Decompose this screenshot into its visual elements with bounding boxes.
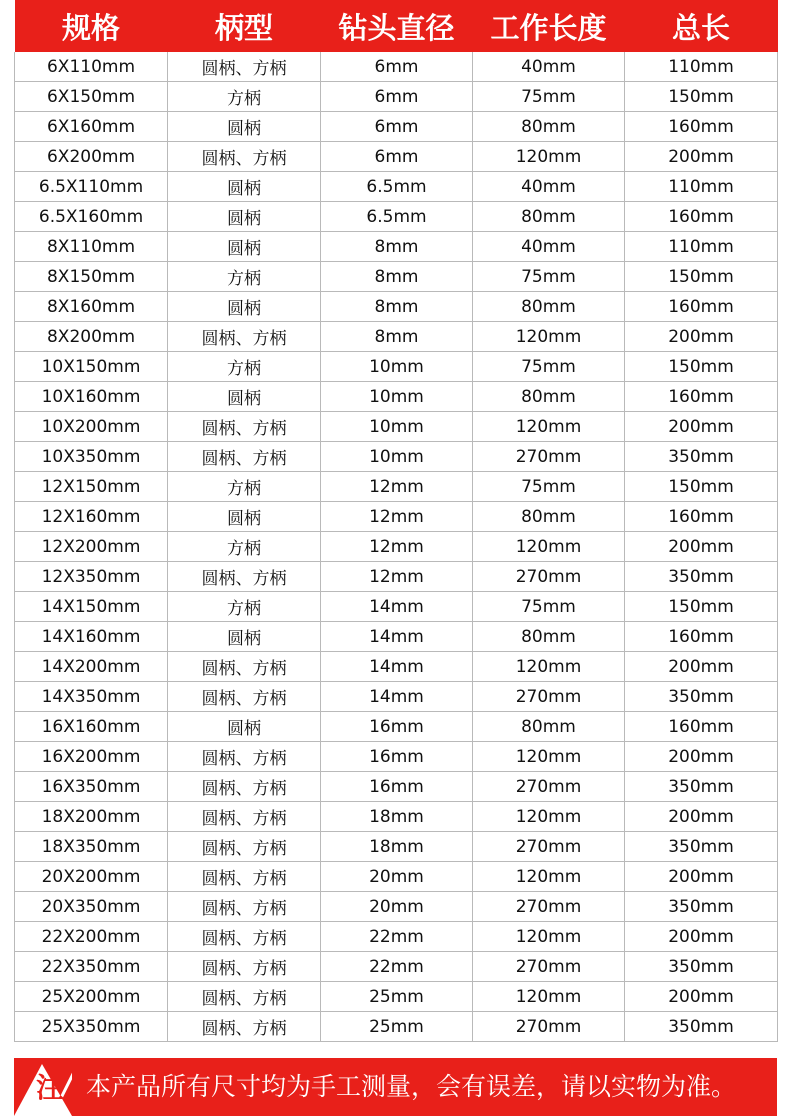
- table-row: [15, 232, 778, 262]
- cell-working-length: 270mm: [473, 772, 625, 802]
- table-row: [15, 652, 778, 682]
- cell-total-length: 350mm: [625, 952, 778, 982]
- cell-drill-diameter: 6mm: [321, 52, 473, 82]
- table-row: [15, 172, 778, 202]
- cell-shank-type: 圆柄: [168, 292, 321, 322]
- cell-total-length: 350mm: [625, 442, 778, 472]
- cell-drill-diameter: 22mm: [321, 922, 473, 952]
- cell-total-length: 200mm: [625, 142, 778, 172]
- cell-total-length: 160mm: [625, 112, 778, 142]
- cell-spec: 20X350mm: [15, 892, 168, 922]
- cell-drill-diameter: 14mm: [321, 592, 473, 622]
- spec-table-container: [14, 0, 777, 1042]
- cell-spec: 6X160mm: [15, 112, 168, 142]
- cell-working-length: 270mm: [473, 562, 625, 592]
- cell-spec: 22X350mm: [15, 952, 168, 982]
- cell-shank-type: 圆柄、方柄: [168, 322, 321, 352]
- disclaimer-text: 本产品所有尺寸均为手工测量，会有误差，请以实物为准。: [86, 1072, 737, 1101]
- cell-spec: 10X350mm: [15, 442, 168, 472]
- cell-spec: 8X200mm: [15, 322, 168, 352]
- cell-working-length: 270mm: [473, 952, 625, 982]
- cell-spec: 16X350mm: [15, 772, 168, 802]
- cell-shank-type: 方柄: [168, 262, 321, 292]
- cell-working-length: 120mm: [473, 532, 625, 562]
- cell-working-length: 75mm: [473, 472, 625, 502]
- cell-total-length: 160mm: [625, 622, 778, 652]
- cell-drill-diameter: 8mm: [321, 292, 473, 322]
- cell-drill-diameter: 6mm: [321, 112, 473, 142]
- cell-drill-diameter: 14mm: [321, 652, 473, 682]
- cell-spec: 16X200mm: [15, 742, 168, 772]
- cell-shank-type: 圆柄、方柄: [168, 412, 321, 442]
- cell-working-length: 80mm: [473, 622, 625, 652]
- table-row: [15, 532, 778, 562]
- cell-total-length: 110mm: [625, 52, 778, 82]
- cell-shank-type: 圆柄、方柄: [168, 832, 321, 862]
- table-row: [15, 112, 778, 142]
- cell-spec: 14X160mm: [15, 622, 168, 652]
- cell-spec: 6X150mm: [15, 82, 168, 112]
- cell-total-length: 160mm: [625, 712, 778, 742]
- cell-total-length: 200mm: [625, 742, 778, 772]
- header-working-length: 工作长度: [473, 0, 625, 52]
- cell-working-length: 40mm: [473, 172, 625, 202]
- cell-working-length: 120mm: [473, 322, 625, 352]
- table-row: [15, 832, 778, 862]
- cell-shank-type: 圆柄: [168, 202, 321, 232]
- cell-total-length: 200mm: [625, 412, 778, 442]
- cell-drill-diameter: 18mm: [321, 832, 473, 862]
- cell-shank-type: 方柄: [168, 472, 321, 502]
- table-row: [15, 142, 778, 172]
- cell-shank-type: 圆柄、方柄: [168, 892, 321, 922]
- cell-spec: 14X350mm: [15, 682, 168, 712]
- cell-total-length: 110mm: [625, 232, 778, 262]
- cell-shank-type: 圆柄、方柄: [168, 652, 321, 682]
- cell-spec: 6X110mm: [15, 52, 168, 82]
- cell-drill-diameter: 16mm: [321, 772, 473, 802]
- table-row: [15, 982, 778, 1012]
- cell-shank-type: 圆柄、方柄: [168, 562, 321, 592]
- cell-working-length: 270mm: [473, 442, 625, 472]
- cell-shank-type: 圆柄、方柄: [168, 982, 321, 1012]
- cell-total-length: 160mm: [625, 382, 778, 412]
- cell-total-length: 350mm: [625, 682, 778, 712]
- cell-total-length: 150mm: [625, 82, 778, 112]
- cell-total-length: 200mm: [625, 862, 778, 892]
- header-shank-type: 柄型: [168, 0, 321, 52]
- cell-drill-diameter: 6mm: [321, 82, 473, 112]
- table-row: [15, 892, 778, 922]
- cell-total-length: 350mm: [625, 1012, 778, 1042]
- cell-shank-type: 圆柄、方柄: [168, 862, 321, 892]
- spec-table: [14, 0, 778, 1042]
- table-row: [15, 1012, 778, 1042]
- cell-drill-diameter: 20mm: [321, 892, 473, 922]
- cell-total-length: 200mm: [625, 922, 778, 952]
- cell-working-length: 120mm: [473, 742, 625, 772]
- cell-working-length: 120mm: [473, 982, 625, 1012]
- cell-shank-type: 方柄: [168, 532, 321, 562]
- cell-total-length: 150mm: [625, 352, 778, 382]
- cell-spec: 10X200mm: [15, 412, 168, 442]
- cell-spec: 25X350mm: [15, 1012, 168, 1042]
- cell-drill-diameter: 8mm: [321, 322, 473, 352]
- cell-shank-type: 圆柄: [168, 712, 321, 742]
- cell-shank-type: 圆柄、方柄: [168, 772, 321, 802]
- cell-total-length: 350mm: [625, 772, 778, 802]
- cell-working-length: 120mm: [473, 862, 625, 892]
- cell-spec: 18X350mm: [15, 832, 168, 862]
- cell-spec: 6.5X160mm: [15, 202, 168, 232]
- cell-drill-diameter: 16mm: [321, 742, 473, 772]
- cell-working-length: 120mm: [473, 142, 625, 172]
- header-row: [15, 0, 778, 52]
- table-row: [15, 562, 778, 592]
- cell-total-length: 350mm: [625, 892, 778, 922]
- header-spec: 规格: [15, 0, 168, 52]
- cell-drill-diameter: 18mm: [321, 802, 473, 832]
- table-row: [15, 502, 778, 532]
- cell-shank-type: 圆柄: [168, 502, 321, 532]
- cell-total-length: 200mm: [625, 322, 778, 352]
- table-row: [15, 382, 778, 412]
- cell-total-length: 200mm: [625, 652, 778, 682]
- cell-total-length: 200mm: [625, 982, 778, 1012]
- cell-spec: 12X350mm: [15, 562, 168, 592]
- table-row: [15, 202, 778, 232]
- cell-working-length: 80mm: [473, 112, 625, 142]
- cell-shank-type: 方柄: [168, 82, 321, 112]
- cell-spec: 6.5X110mm: [15, 172, 168, 202]
- table-row: [15, 472, 778, 502]
- table-row: [15, 52, 778, 82]
- cell-total-length: 160mm: [625, 502, 778, 532]
- cell-total-length: 200mm: [625, 802, 778, 832]
- cell-working-length: 80mm: [473, 382, 625, 412]
- table-row: [15, 802, 778, 832]
- cell-working-length: 40mm: [473, 232, 625, 262]
- cell-working-length: 270mm: [473, 832, 625, 862]
- cell-working-length: 80mm: [473, 292, 625, 322]
- cell-spec: 8X150mm: [15, 262, 168, 292]
- table-header: [15, 0, 778, 52]
- table-row: [15, 682, 778, 712]
- table-row: [15, 772, 778, 802]
- cell-shank-type: 圆柄: [168, 382, 321, 412]
- cell-drill-diameter: 25mm: [321, 982, 473, 1012]
- cell-drill-diameter: 8mm: [321, 262, 473, 292]
- cell-drill-diameter: 6.5mm: [321, 202, 473, 232]
- cell-shank-type: 圆柄: [168, 172, 321, 202]
- cell-shank-type: 圆柄、方柄: [168, 442, 321, 472]
- cell-spec: 12X160mm: [15, 502, 168, 532]
- cell-working-length: 75mm: [473, 592, 625, 622]
- cell-drill-diameter: 10mm: [321, 352, 473, 382]
- cell-spec: 18X200mm: [15, 802, 168, 832]
- cell-spec: 25X200mm: [15, 982, 168, 1012]
- cell-total-length: 160mm: [625, 292, 778, 322]
- cell-drill-diameter: 14mm: [321, 622, 473, 652]
- cell-shank-type: 方柄: [168, 352, 321, 382]
- disclaimer-banner: [14, 1058, 777, 1116]
- cell-drill-diameter: 6.5mm: [321, 172, 473, 202]
- cell-working-length: 80mm: [473, 502, 625, 532]
- cell-drill-diameter: 10mm: [321, 412, 473, 442]
- cell-total-length: 160mm: [625, 202, 778, 232]
- cell-working-length: 120mm: [473, 652, 625, 682]
- cell-shank-type: 圆柄: [168, 622, 321, 652]
- cell-working-length: 120mm: [473, 922, 625, 952]
- cell-shank-type: 圆柄、方柄: [168, 52, 321, 82]
- cell-shank-type: 圆柄、方柄: [168, 742, 321, 772]
- cell-spec: 20X200mm: [15, 862, 168, 892]
- cell-total-length: 200mm: [625, 532, 778, 562]
- cell-shank-type: 圆柄、方柄: [168, 952, 321, 982]
- cell-spec: 6X200mm: [15, 142, 168, 172]
- cell-working-length: 120mm: [473, 802, 625, 832]
- header-total-length: 总长: [625, 0, 778, 52]
- cell-total-length: 150mm: [625, 592, 778, 622]
- table-row: [15, 952, 778, 982]
- cell-shank-type: 圆柄、方柄: [168, 1012, 321, 1042]
- cell-shank-type: 圆柄: [168, 232, 321, 262]
- cell-drill-diameter: 16mm: [321, 712, 473, 742]
- cell-working-length: 270mm: [473, 1012, 625, 1042]
- note-marker: 注: [35, 1071, 64, 1104]
- cell-spec: 10X150mm: [15, 352, 168, 382]
- cell-working-length: 270mm: [473, 682, 625, 712]
- cell-spec: 12X150mm: [15, 472, 168, 502]
- cell-total-length: 110mm: [625, 172, 778, 202]
- cell-spec: 16X160mm: [15, 712, 168, 742]
- cell-working-length: 120mm: [473, 412, 625, 442]
- table-row: [15, 352, 778, 382]
- cell-drill-diameter: 12mm: [321, 532, 473, 562]
- header-drill-diameter: 钻头直径: [321, 0, 473, 52]
- cell-working-length: 40mm: [473, 52, 625, 82]
- table-row: [15, 922, 778, 952]
- table-row: [15, 292, 778, 322]
- table-row: [15, 262, 778, 292]
- cell-shank-type: 圆柄: [168, 112, 321, 142]
- table-row: [15, 862, 778, 892]
- cell-spec: 14X150mm: [15, 592, 168, 622]
- cell-working-length: 80mm: [473, 202, 625, 232]
- cell-total-length: 350mm: [625, 562, 778, 592]
- cell-spec: 8X110mm: [15, 232, 168, 262]
- table-row: [15, 622, 778, 652]
- note-badge: [14, 1058, 72, 1116]
- table-row: [15, 442, 778, 472]
- cell-shank-type: 圆柄、方柄: [168, 922, 321, 952]
- table-row: [15, 322, 778, 352]
- cell-shank-type: 圆柄、方柄: [168, 142, 321, 172]
- cell-total-length: 150mm: [625, 472, 778, 502]
- cell-drill-diameter: 25mm: [321, 1012, 473, 1042]
- cell-total-length: 350mm: [625, 832, 778, 862]
- table-row: [15, 82, 778, 112]
- table-row: [15, 412, 778, 442]
- cell-working-length: 75mm: [473, 82, 625, 112]
- table-body: [15, 52, 778, 1042]
- cell-drill-diameter: 12mm: [321, 472, 473, 502]
- cell-total-length: 150mm: [625, 262, 778, 292]
- cell-spec: 12X200mm: [15, 532, 168, 562]
- cell-drill-diameter: 8mm: [321, 232, 473, 262]
- cell-drill-diameter: 12mm: [321, 562, 473, 592]
- cell-drill-diameter: 10mm: [321, 382, 473, 412]
- table-row: [15, 592, 778, 622]
- cell-spec: 14X200mm: [15, 652, 168, 682]
- cell-working-length: 270mm: [473, 892, 625, 922]
- table-row: [15, 712, 778, 742]
- cell-drill-diameter: 20mm: [321, 862, 473, 892]
- cell-drill-diameter: 6mm: [321, 142, 473, 172]
- cell-drill-diameter: 14mm: [321, 682, 473, 712]
- cell-working-length: 80mm: [473, 712, 625, 742]
- cell-shank-type: 方柄: [168, 592, 321, 622]
- cell-spec: 10X160mm: [15, 382, 168, 412]
- cell-drill-diameter: 22mm: [321, 952, 473, 982]
- cell-shank-type: 圆柄、方柄: [168, 682, 321, 712]
- cell-drill-diameter: 10mm: [321, 442, 473, 472]
- cell-drill-diameter: 12mm: [321, 502, 473, 532]
- cell-spec: 8X160mm: [15, 292, 168, 322]
- cell-working-length: 75mm: [473, 352, 625, 382]
- table-row: [15, 742, 778, 772]
- cell-shank-type: 圆柄、方柄: [168, 802, 321, 832]
- cell-working-length: 75mm: [473, 262, 625, 292]
- cell-spec: 22X200mm: [15, 922, 168, 952]
